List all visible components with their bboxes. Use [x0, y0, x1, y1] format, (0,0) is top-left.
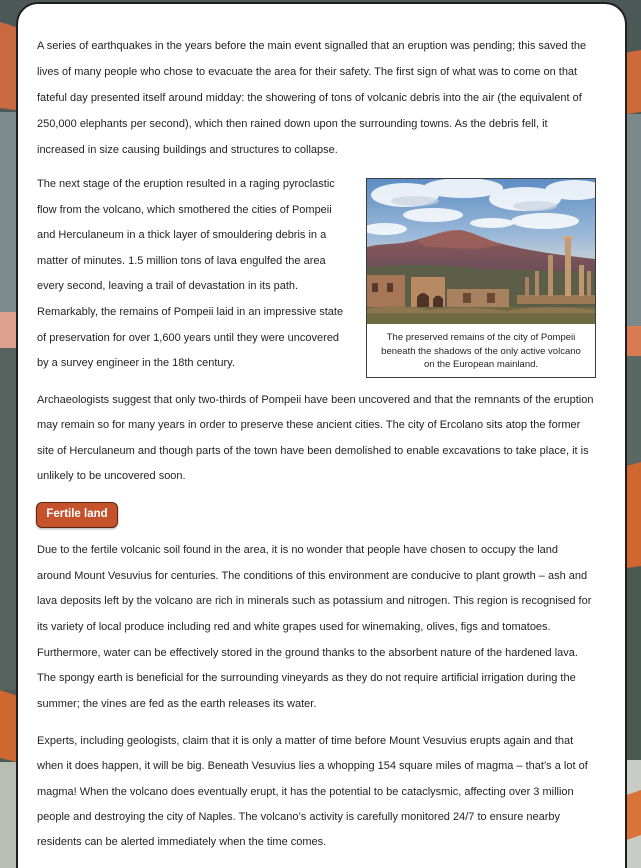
document-card — [16, 2, 627, 868]
text-line: people and destroying the city of Naples. The volcano’s activity is carefully monitored 24/7 to ensure nearby — [37, 810, 560, 823]
text-line: increased in size causing buildings and structures to collapse. — [37, 144, 338, 156]
text-line: by a survey engineer in the 18th century. — [37, 357, 235, 370]
text-line: A series of earthquakes in the years before the main event signalled that an eruption was pending; this saved the — [37, 40, 587, 52]
paragraph-fertile-land — [37, 538, 591, 718]
text-line: flow from the volcano, which smothered the cities of Pompeii — [37, 203, 332, 216]
text-line: site of Herculaneum and though parts of the town have been demolished to enable excavations to take place, it is — [37, 444, 589, 457]
text-line: lives of many people who chose to evacuate the area for their safety. The first sign of what was to come on that — [37, 66, 578, 78]
text-line: fateful day presented itself around midday: the showering of tons of volcanic debris into the air (the equivalent of — [37, 92, 582, 104]
text-line: magma! When the volcano does eventually erupt, it has the potential to be cataclysmic, affecting over 3 million — [37, 785, 574, 798]
text-line: Experts, including geologists, claim that it is only a matter of time before Mount Vesuvius erupts again and that — [37, 735, 574, 747]
paragraph-future-eruption — [37, 729, 588, 855]
text-line: Archaeologists suggest that only two-thirds of Pompeii have been uncovered and that the remnants of the eruption — [37, 394, 594, 406]
figure-pompeii — [366, 178, 596, 378]
text-line: summer; the vines are fed as the earth releases its water. — [37, 698, 317, 711]
text-line: matter of minutes. 1.5 million tons of lava engulfed the area — [37, 254, 326, 267]
foreground-ground — [367, 306, 595, 324]
text-line: its variety of local produce including red and white grapes used for winemaking, olives, figs and tomatoes. — [37, 621, 551, 634]
text-line: unlikely to be uncovered soon. — [37, 470, 186, 483]
text-line: and Herculaneum in a thick layer of smouldering debris in a — [37, 229, 327, 242]
text-line: Furthermore, water can be effectively stored in the ground thanks to the absorbent nature of the hardened lava. — [37, 646, 578, 659]
paragraph-archaeology — [37, 388, 593, 490]
text-line: residents can be alerted immediately when the time comes. — [37, 836, 327, 849]
pompeii-vesuvius-photo — [367, 179, 595, 324]
text-line: Remarkably, the remains of Pompeii laid in an impressive state — [37, 305, 344, 318]
text-line: Due to the fertile volcanic soil found in the area, it is no wonder that people have chosen to occupy the land — [37, 544, 558, 556]
text-line: lava deposits left by the volcano are rich in minerals such as potassium and nitrogen. This region is recognised for — [37, 595, 592, 608]
text-line: The next stage of the eruption resulted in a raging pyroclastic — [37, 178, 335, 190]
text-line: 250,000 elephants per second), which then rained down upon the surrounding towns. As the debris fell, it — [37, 118, 548, 130]
paragraph-pyroclastic-flow — [37, 172, 343, 377]
section-heading-fertile-land: Fertile land — [36, 502, 118, 528]
paragraph-earthquakes — [37, 33, 586, 163]
text-line: when it does happen, it will be big. Beneath Vesuvius lies a whopping 154 square miles of magma – that’s a lot of — [37, 760, 588, 773]
caption-line: The preserved remains of the city of Pompeii — [386, 332, 576, 343]
figure-caption — [367, 324, 595, 372]
text-line: of preservation for over 1,600 years until they were uncovered — [37, 331, 340, 344]
caption-line: on the European mainland. — [423, 359, 539, 370]
text-line: The spongy earth is beneficial for the surrounding vineyards as they do not require artificial irrigation during the — [37, 672, 576, 685]
caption-line: beneath the shadows of the only active volcano — [381, 345, 581, 357]
text-line: may remain so for many years in order to preserve these ancient cities. The city of Ercolano sits atop the former — [37, 419, 581, 432]
text-line: around Mount Vesuvius for centuries. The conditions of this environment are conducive to plant growth – ash and — [37, 569, 588, 582]
text-line: every second, leaving a trail of devastation in its path. — [37, 280, 299, 293]
